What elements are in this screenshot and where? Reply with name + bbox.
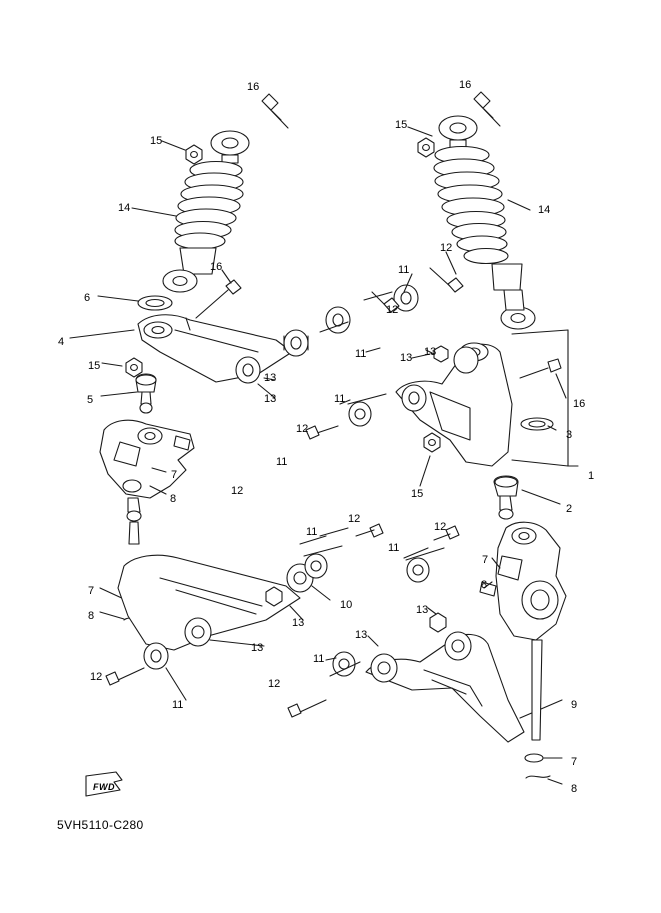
callout-number: 12 bbox=[386, 304, 399, 316]
right-steering-knuckle bbox=[480, 522, 566, 784]
callout-number: 7 bbox=[88, 585, 95, 597]
callout-number: 4 bbox=[58, 336, 65, 348]
callout-number: 11 bbox=[355, 348, 367, 360]
callout-number: 1 bbox=[588, 470, 595, 482]
callout-number: 8 bbox=[481, 579, 488, 591]
lower-ball-joint-left bbox=[101, 358, 156, 413]
callout-number: 2 bbox=[566, 503, 573, 515]
callout-number: 13 bbox=[400, 352, 413, 364]
callout-number: 7 bbox=[171, 469, 178, 481]
callout-number: 8 bbox=[170, 493, 177, 505]
callout-number: 13 bbox=[292, 617, 305, 629]
callout-number: 12 bbox=[440, 242, 453, 254]
callout-number: 11 bbox=[306, 526, 318, 538]
callout-number: 13 bbox=[264, 372, 277, 384]
callout-number: 12 bbox=[231, 485, 244, 497]
upper-arm-bolt-16 bbox=[196, 270, 241, 318]
callout-number: 10 bbox=[340, 599, 353, 611]
callout-number: 16 bbox=[247, 81, 260, 93]
callout-number: 11 bbox=[398, 264, 410, 276]
callout-number: 15 bbox=[395, 119, 408, 131]
callout-number: 16 bbox=[210, 261, 223, 273]
callout-number: 13 bbox=[264, 393, 277, 405]
callout-number: 8 bbox=[571, 783, 578, 795]
callout-number: 3 bbox=[566, 429, 573, 441]
callout-number: 7 bbox=[571, 756, 578, 768]
callout-number: 8 bbox=[88, 610, 95, 622]
right-shock-absorber bbox=[408, 92, 535, 329]
callout-number: 12 bbox=[434, 521, 447, 533]
callout-number: 7 bbox=[482, 554, 489, 566]
part-number-label: 5VH5110-C280 bbox=[57, 818, 144, 832]
callout-number: 13 bbox=[416, 604, 429, 616]
callout-number: 14 bbox=[118, 202, 131, 214]
callout-number: 13 bbox=[251, 642, 264, 654]
callout-number: 5 bbox=[87, 394, 94, 406]
callout-number: 12 bbox=[90, 671, 103, 683]
callout-number: 15 bbox=[411, 488, 424, 500]
callout-number: 15 bbox=[88, 360, 101, 372]
callout-number: 11 bbox=[388, 542, 400, 554]
callout-number: 16 bbox=[573, 398, 586, 410]
callout-number: 9 bbox=[571, 699, 578, 711]
callout-number: 11 bbox=[276, 456, 288, 468]
callout-number: 13 bbox=[424, 346, 437, 358]
callout-number: 15 bbox=[150, 135, 163, 147]
callout-number: 12 bbox=[348, 513, 361, 525]
callout-number: 12 bbox=[296, 423, 309, 435]
callout-number: 11 bbox=[334, 393, 346, 405]
upper-right-arm bbox=[326, 285, 578, 519]
callout-number: 16 bbox=[459, 79, 472, 91]
callout-number: 14 bbox=[538, 204, 551, 216]
callout-number: 11 bbox=[313, 653, 325, 665]
callout-number: 12 bbox=[268, 678, 281, 690]
fwd-marker bbox=[84, 772, 124, 802]
fwd-marker-label: FWD bbox=[93, 782, 115, 792]
callout-number: 13 bbox=[355, 629, 368, 641]
bolt-set-mid-right bbox=[306, 394, 386, 439]
callout-number: 6 bbox=[84, 292, 91, 304]
callout-number: 11 bbox=[172, 699, 184, 711]
